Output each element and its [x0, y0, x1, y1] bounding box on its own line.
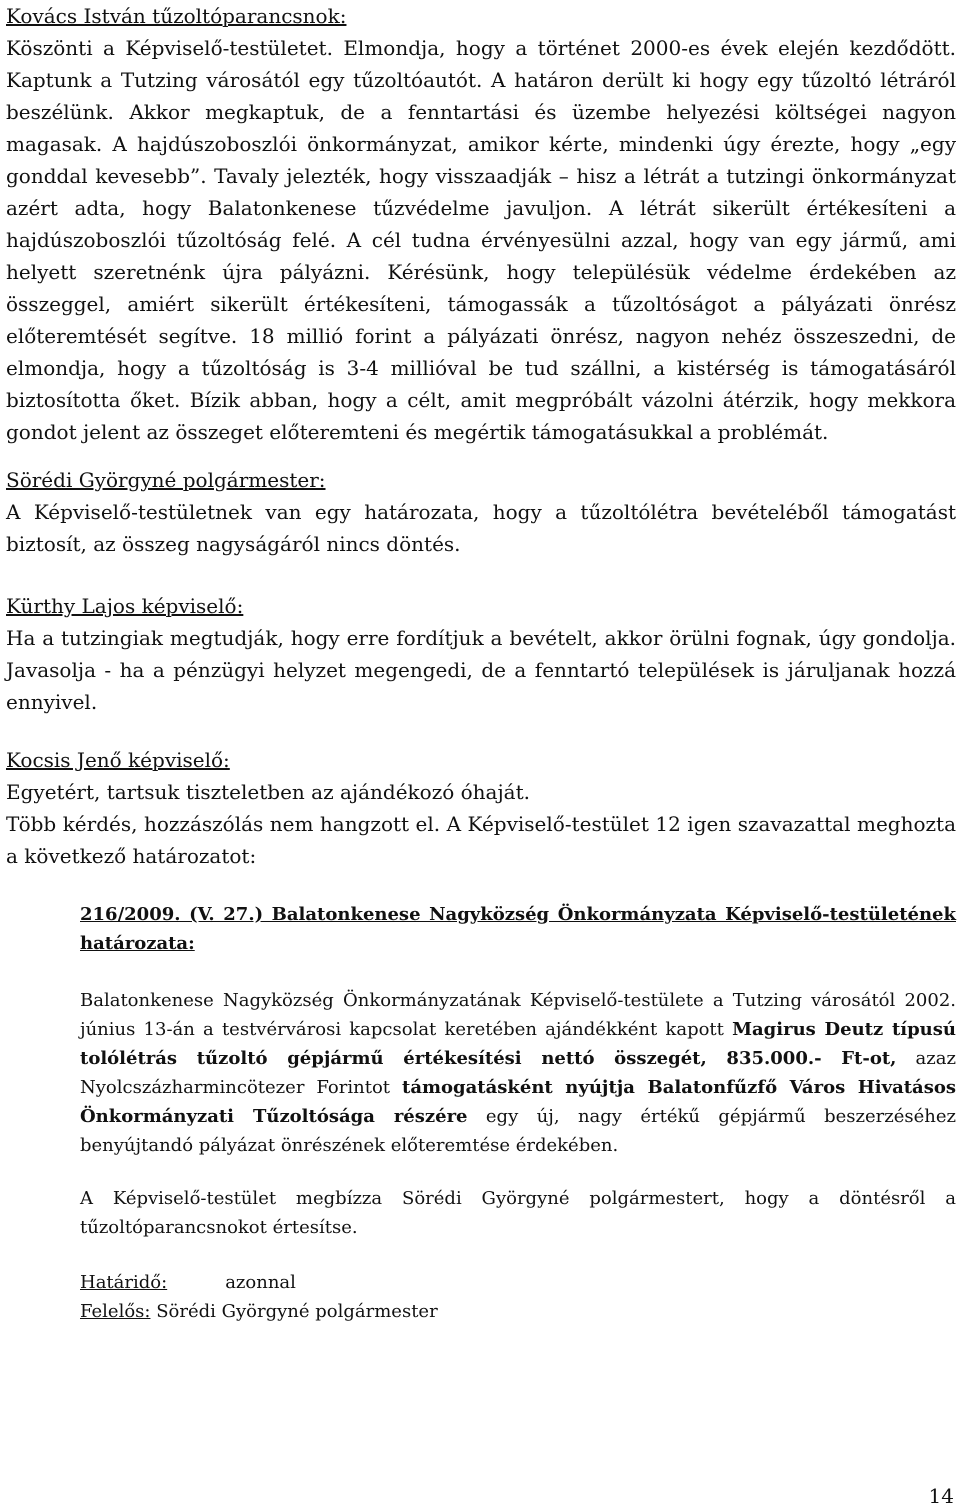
notice-paragraph: A Képviselő-testület megbízza Sörédi Györgyné polgármestert, hogy a döntésről a tűzoltóparancsnokot értesítse.: [80, 1188, 956, 1238]
speaker-heading: Sörédi Györgyné polgármester:: [6, 468, 326, 492]
resolution-footer: [80, 1268, 956, 1326]
responsible-value: Sörédi Györgyné polgármester: [150, 1301, 438, 1322]
paragraph: Ha a tutzingiak megtudják, hogy erre fordítjuk a bevételt, akkor örülni fognak, úgy gondolja. Javasolja - ha a pénzügyi helyzet megengedi, de a fenntartó települések is járuljanak hozzá ennyivel.: [6, 626, 956, 714]
resolution-notice: [80, 1184, 956, 1242]
resolution-bold-text: Magirus Deutz típusú tolólétrás tűzoltó gépjármű értékesítési nettó összegét, 835.000.- Ft-ot,: [80, 1019, 956, 1069]
section-kurthy: [6, 590, 956, 718]
responsible-label: Felelős:: [80, 1301, 151, 1322]
deadline-row: [80, 1268, 956, 1297]
paragraph: Egyetért, tartsuk tiszteletben az ajándékozó óhaját.: [6, 780, 531, 804]
section-kocsis: [6, 744, 956, 872]
resolution-title: 216/2009. (V. 27.) Balatonkenese Nagyközség Önkormányzata Képviselő-testületének határozata:: [80, 904, 956, 954]
paragraph: A Képviselő-testületnek van egy határozata, hogy a tűzoltólétra bevételéből támogatást biztosít, az összeg nagyságáról nincs döntés.: [6, 500, 956, 556]
resolution-text: egy új, nagy értékű gépjármű beszerzéséhez benyújtandó pályázat önrészének előteremtése érdekében.: [80, 1106, 956, 1156]
closing-paragraph: Több kérdés, hozzászólás nem hangzott el. A Képviselő-testület 12 igen szavazattal meghozta a következő határozatot:: [6, 812, 956, 868]
section-kovacs: [6, 0, 956, 448]
speaker-heading: Kovács István tűzoltóparancsnok:: [6, 4, 347, 28]
deadline-label: Határidő:: [80, 1272, 168, 1293]
resolution-text: azaz Nyolcszázharmincötezer Forintot: [80, 1048, 956, 1098]
deadline-value: azonnal: [225, 1272, 296, 1293]
resolution-body: [80, 986, 956, 1160]
speaker-heading: Kocsis Jenő képviselő:: [6, 748, 230, 772]
resolution-bold-text: támogatásként nyújtja Balatonfűzfő Város Hivatásos Önkormányzati Tűzoltósága részére: [80, 1077, 956, 1127]
resolution-text: Balatonkenese Nagyközség Önkormányzatának Képviselő-testülete a Tutzing városától 2002. június 13-án a testvérvárosi kapcsolat keretében ajándékként kapott: [80, 990, 956, 1040]
page-number: 14: [928, 1484, 954, 1508]
section-soredi: [6, 464, 956, 560]
responsible-row: [80, 1297, 956, 1326]
resolution-block: [80, 900, 956, 958]
speaker-heading: Kürthy Lajos képviselő:: [6, 594, 244, 618]
paragraph: Köszönti a Képviselő-testületet. Elmondja, hogy a történet 2000-es évek elején kezdődött. Kaptunk a Tutzing városától egy tűzoltóautót. A határon derült ki hogy egy tűzoltó létráról beszélünk. Akkor megkaptuk, de a fenntartási és üzembe helyezési költségei nagyon magasak. A hajdúszoboszlói önkormányzat, amikor kérte, mindenki úgy érezte, hogy „egy gonddal kevesebb”. Tavaly jelezték, hogy visszaadják – hisz a létrát a tutzingi önkormányzat azért adta, hogy Balatonkenese tűzvédelme javuljon. A létrát sikerült értékesíteni a hajdúszoboszlói tűzoltóság felé. A cél tudna érvényesülni azzal, hogy van egy jármű, ami helyett szeretnénk újra pályázni. Kérésünk, hogy településük védelme érdekében az összeggel, amiért sikerült értékesíteni, támogassák a tűzoltóságot a pályázati önrész előteremtését segítve. 18 millió forint a pályázati önrész, nagyon nehéz összeszedni, de elmondja, hogy a tűzoltóság is 3-4 millióval be tud szállni, a kistérség is támogatásáról biztosította őket. Bízik abban, hogy a célt, amit megpróbált vázolni átérzik, hogy mekkora gondot jelent az összeget előteremteni és megértik támogatásukkal a problémát.: [6, 36, 956, 444]
